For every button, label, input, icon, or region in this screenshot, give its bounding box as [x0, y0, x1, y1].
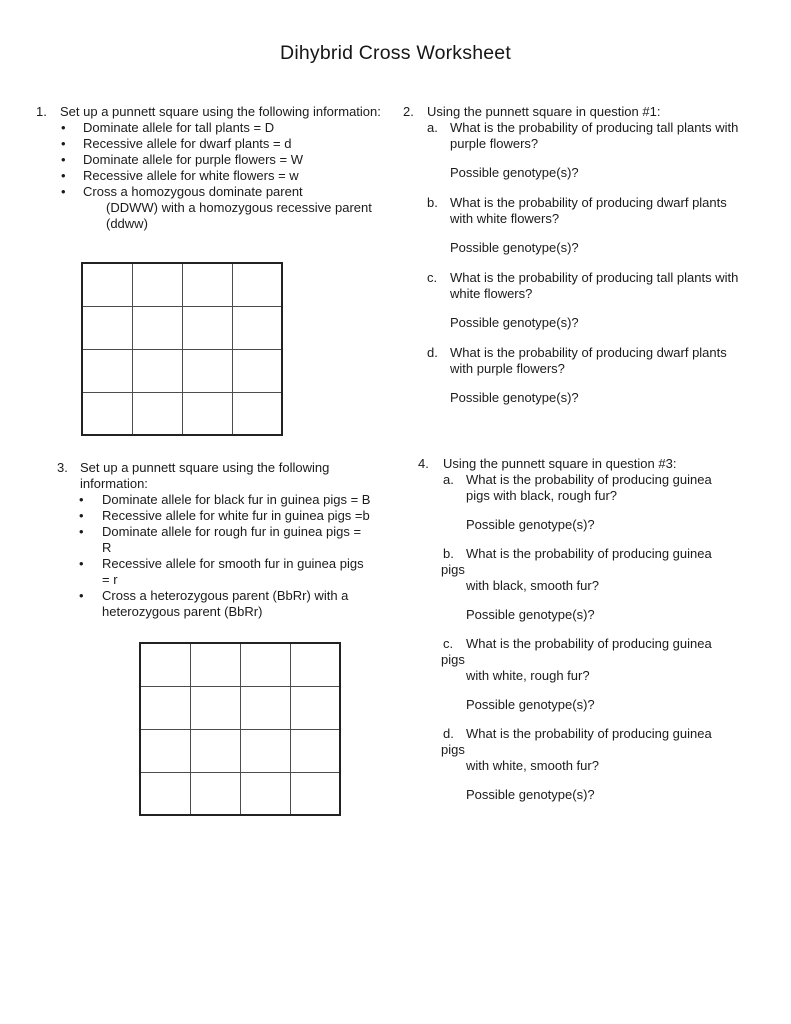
- sub-question-text-outdent: pigs: [441, 562, 465, 577]
- punnett-cell[interactable]: [240, 686, 290, 729]
- bullet-text: Recessive allele for smooth fur in guinea pigs: [102, 556, 364, 571]
- bullet-icon: •: [61, 152, 66, 167]
- sub-question-c: [443, 636, 780, 713]
- punnett-cell[interactable]: [290, 643, 340, 686]
- question-text: Using the punnett square in question #3:: [443, 456, 677, 471]
- punnett-cell[interactable]: [132, 306, 182, 349]
- question-number: 2.: [403, 104, 414, 119]
- followup-prompt: Possible genotype(s)?: [466, 517, 595, 532]
- sub-question-a: [427, 120, 771, 181]
- sub-question-b: [443, 546, 780, 623]
- punnett-cell[interactable]: [82, 263, 132, 306]
- bullet-item: [61, 152, 392, 168]
- punnett-square-1: [81, 262, 283, 436]
- followup-prompt: Possible genotype(s)?: [450, 315, 579, 330]
- punnett-cell[interactable]: [132, 263, 182, 306]
- punnett-cell[interactable]: [232, 349, 282, 392]
- punnett-cell[interactable]: [240, 729, 290, 772]
- bullet-text: Cross a homozygous dominate parent: [83, 184, 303, 199]
- sub-question-text: What is the probability of producing dwarf plants: [450, 195, 727, 210]
- punnett-cell[interactable]: [82, 349, 132, 392]
- bullet-icon: •: [79, 556, 84, 571]
- sub-question-letter: d.: [427, 345, 438, 360]
- punnett-cell[interactable]: [182, 392, 232, 435]
- question-3: [57, 460, 397, 620]
- punnett-cell[interactable]: [190, 686, 240, 729]
- sub-question-text: with white, smooth fur?: [466, 758, 599, 773]
- punnett-cell[interactable]: [190, 729, 240, 772]
- punnett-cell[interactable]: [132, 392, 182, 435]
- bullet-text: Recessive allele for white flowers = w: [83, 168, 299, 183]
- bullet-text: Recessive allele for white fur in guinea pigs =b: [102, 508, 370, 523]
- punnett-cell[interactable]: [190, 772, 240, 815]
- punnett-cell[interactable]: [240, 772, 290, 815]
- bullet-item: [79, 556, 397, 588]
- sub-question-text: with purple flowers?: [450, 361, 565, 376]
- bullet-icon: •: [61, 168, 66, 183]
- bullet-text: Dominate allele for black fur in guinea pigs = B: [102, 492, 371, 507]
- question-4: [418, 456, 780, 816]
- bullet-icon: •: [79, 524, 84, 539]
- sub-question-text: white flowers?: [450, 286, 533, 301]
- punnett-cell[interactable]: [140, 643, 190, 686]
- bullet-text: Cross a heterozygous parent (BbRr) with a: [102, 588, 349, 603]
- punnett-cell[interactable]: [190, 643, 240, 686]
- punnett-cell[interactable]: [140, 729, 190, 772]
- question-text: Set up a punnett square using the following information:: [60, 104, 381, 119]
- punnett-cell[interactable]: [182, 349, 232, 392]
- bullet-text: Dominate allele for rough fur in guinea pigs =: [102, 524, 362, 539]
- question-number: 3.: [57, 460, 68, 475]
- bullet-text: Dominate allele for tall plants = D: [83, 120, 275, 135]
- bullet-icon: •: [61, 184, 66, 199]
- bullet-item: [61, 136, 392, 152]
- worksheet-title: Dihybrid Cross Worksheet: [280, 42, 511, 64]
- bullet-icon: •: [79, 492, 84, 507]
- sub-question-text: pigs with black, rough fur?: [466, 488, 618, 503]
- sub-question-c: [427, 270, 771, 331]
- punnett-cell[interactable]: [232, 306, 282, 349]
- sub-question-text: What is the probability of producing dwarf plants: [450, 345, 727, 360]
- punnett-cell[interactable]: [182, 306, 232, 349]
- punnett-cell[interactable]: [232, 392, 282, 435]
- sub-question-text: What is the probability of producing guinea: [466, 726, 712, 741]
- punnett-cell[interactable]: [82, 306, 132, 349]
- bullet-item: [79, 492, 397, 508]
- bullet-icon: •: [61, 120, 66, 135]
- question-text: [80, 460, 397, 492]
- sub-question-letter: d.: [443, 726, 454, 741]
- question-text: Using the punnett square in question #1:: [427, 104, 661, 119]
- sub-question-text: purple flowers?: [450, 136, 539, 151]
- bullet-icon: •: [79, 588, 84, 603]
- sub-question-text: What is the probability of producing guinea: [466, 546, 712, 561]
- question-2: [403, 104, 771, 420]
- punnett-cell[interactable]: [82, 392, 132, 435]
- followup-prompt: Possible genotype(s)?: [450, 390, 579, 405]
- bullet-item: [61, 168, 392, 184]
- punnett-cell[interactable]: [132, 349, 182, 392]
- punnett-cell[interactable]: [232, 263, 282, 306]
- bullet-item: [79, 508, 397, 524]
- question-text-line: information:: [80, 476, 148, 491]
- bullet-text: Dominate allele for purple flowers = W: [83, 152, 304, 167]
- followup-prompt: Possible genotype(s)?: [450, 240, 579, 255]
- followup-prompt: Possible genotype(s)?: [450, 165, 579, 180]
- bullet-icon: •: [61, 136, 66, 151]
- bullet-item: [61, 120, 392, 136]
- bullet-icon: •: [79, 508, 84, 523]
- question-1: [36, 104, 392, 232]
- punnett-cell[interactable]: [290, 729, 340, 772]
- question-2-header: [403, 104, 771, 120]
- bullet-text-continuation: = r: [102, 572, 118, 587]
- sub-question-letter: a.: [427, 120, 438, 135]
- punnett-cell[interactable]: [182, 263, 232, 306]
- sub-question-b: [427, 195, 771, 256]
- question-text-line: Set up a punnett square using the following: [80, 460, 330, 475]
- followup-prompt: Possible genotype(s)?: [466, 607, 595, 622]
- sub-question-a: [443, 472, 780, 533]
- sub-question-text: What is the probability of producing tall plants with: [450, 270, 739, 285]
- question-3-header: [57, 460, 397, 492]
- sub-question-text: with white, rough fur?: [466, 668, 590, 683]
- sub-question-letter: b.: [443, 546, 454, 561]
- bullet-text-continuation: R: [102, 540, 112, 555]
- punnett-cell[interactable]: [290, 686, 340, 729]
- followup-prompt: Possible genotype(s)?: [466, 787, 595, 802]
- sub-question-text: What is the probability of producing guinea: [466, 472, 712, 487]
- sub-question-text: What is the probability of producing tall plants with: [450, 120, 739, 135]
- sub-question-text: What is the probability of producing guinea: [466, 636, 712, 651]
- punnett-cell[interactable]: [140, 772, 190, 815]
- sub-question-letter: c.: [443, 636, 454, 651]
- sub-question-letter: c.: [427, 270, 438, 285]
- sub-question-text-outdent: pigs: [441, 742, 465, 757]
- punnett-cell[interactable]: [240, 643, 290, 686]
- question-4-header: [418, 456, 780, 472]
- punnett-cell[interactable]: [290, 772, 340, 815]
- bullet-item: [79, 588, 397, 620]
- sub-question-letter: a.: [443, 472, 454, 487]
- bullet-text-continuation: (ddww): [106, 216, 148, 231]
- sub-question-letter: b.: [427, 195, 438, 210]
- bullet-text-continuation: (DDWW) with a homozygous recessive parent: [106, 200, 372, 215]
- bullet-text-continuation: heterozygous parent (BbRr): [102, 604, 263, 619]
- sub-question-text: with white flowers?: [450, 211, 560, 226]
- question-number: 1.: [36, 104, 47, 119]
- question-number: 4.: [418, 456, 429, 471]
- punnett-cell[interactable]: [140, 686, 190, 729]
- punnett-square-2: [139, 642, 341, 816]
- sub-question-d: [443, 726, 780, 803]
- sub-question-text: with black, smooth fur?: [466, 578, 599, 593]
- question-1-header: [36, 104, 392, 120]
- bullet-item: [79, 524, 397, 556]
- sub-question-text-outdent: pigs: [441, 652, 465, 667]
- bullet-item: [61, 184, 392, 232]
- followup-prompt: Possible genotype(s)?: [466, 697, 595, 712]
- sub-question-d: [427, 345, 771, 406]
- bullet-text: Recessive allele for dwarf plants = d: [83, 136, 292, 151]
